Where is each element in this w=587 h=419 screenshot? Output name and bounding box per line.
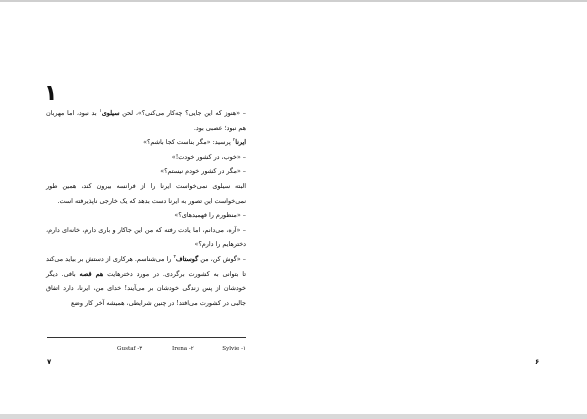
paragraph [46,106,246,135]
text-run: – «گوش کن، من [198,254,246,263]
text-run: بد نبود، اما مهربان هم نبود؛ عصبی بود. [46,109,246,132]
text-run: البته سیلوی نمی‌خواست ایرنا را از فرانسه بیرون کند، همین طور نمی‌خواست این تصور به ایرنا دست بدهد که یک خارجی ناپذیرفته است. [46,181,246,205]
text-run: – «خوب، در کشور خودت!» [171,152,246,161]
text-run: بافی. دیگر خودشان از پس زندگی خودشان بر می‌آیند! خدای من، ایرنا، دارد اتفاق جالبی در کشورت می‌افتد! در چنین شرایطی، همیشه آخر کار وضع [46,269,246,307]
text-run: پرسید: «مگر بناست کجا باشم؟» [143,138,233,147]
page-number-right: ۶ [535,358,540,366]
bottom-divider [0,414,587,419]
paragraph [46,179,246,208]
page-number-left: ۷ [47,358,52,366]
text-run: – «منظورم را فهمیدهای؟» [174,211,246,220]
paragraph [46,223,246,252]
footnote-2: Irena -۲ [172,346,194,352]
text-run: را می‌شناسم. هرکاری از دستش بر بیاید می‌کند تا بتوانی به کشورت برگردی. در مورد دخترهایت [46,254,246,278]
footnote-divider [47,337,246,338]
chapter-number: ۱ [44,81,58,106]
paragraph [46,164,246,179]
character-name: هم قصه [79,269,104,278]
footnote-marker: ۳ [173,254,176,260]
footnote-marker: ۱ [99,108,102,114]
paragraph [46,208,246,223]
text-run: – «آره، می‌دانم، اما یادت رفته که من این جاکار و باری دارم، خانه‌ای دارم، دخترهایم را دارم؟» [46,225,246,249]
footnote-marker: ۲ [232,138,236,144]
paragraph [46,135,246,150]
character-name: گوستاف [175,254,199,263]
character-name: ایرنا [235,138,246,147]
paragraph [46,150,246,165]
character-name: سیلوی [101,109,120,117]
footnote-1: Sylvie -۱ [222,346,246,352]
footnotes [47,344,246,354]
footnote-3: Gustaf -۳ [117,346,143,352]
text-run: – «مگر در کشور خودم نیستم؟» [160,167,246,176]
paragraph [46,252,246,310]
text-run: – «هنوز که این جایی؟ چه‌کار می‌کنی؟»، لحن [119,109,246,117]
top-divider [0,0,587,2]
body-text [46,106,246,310]
